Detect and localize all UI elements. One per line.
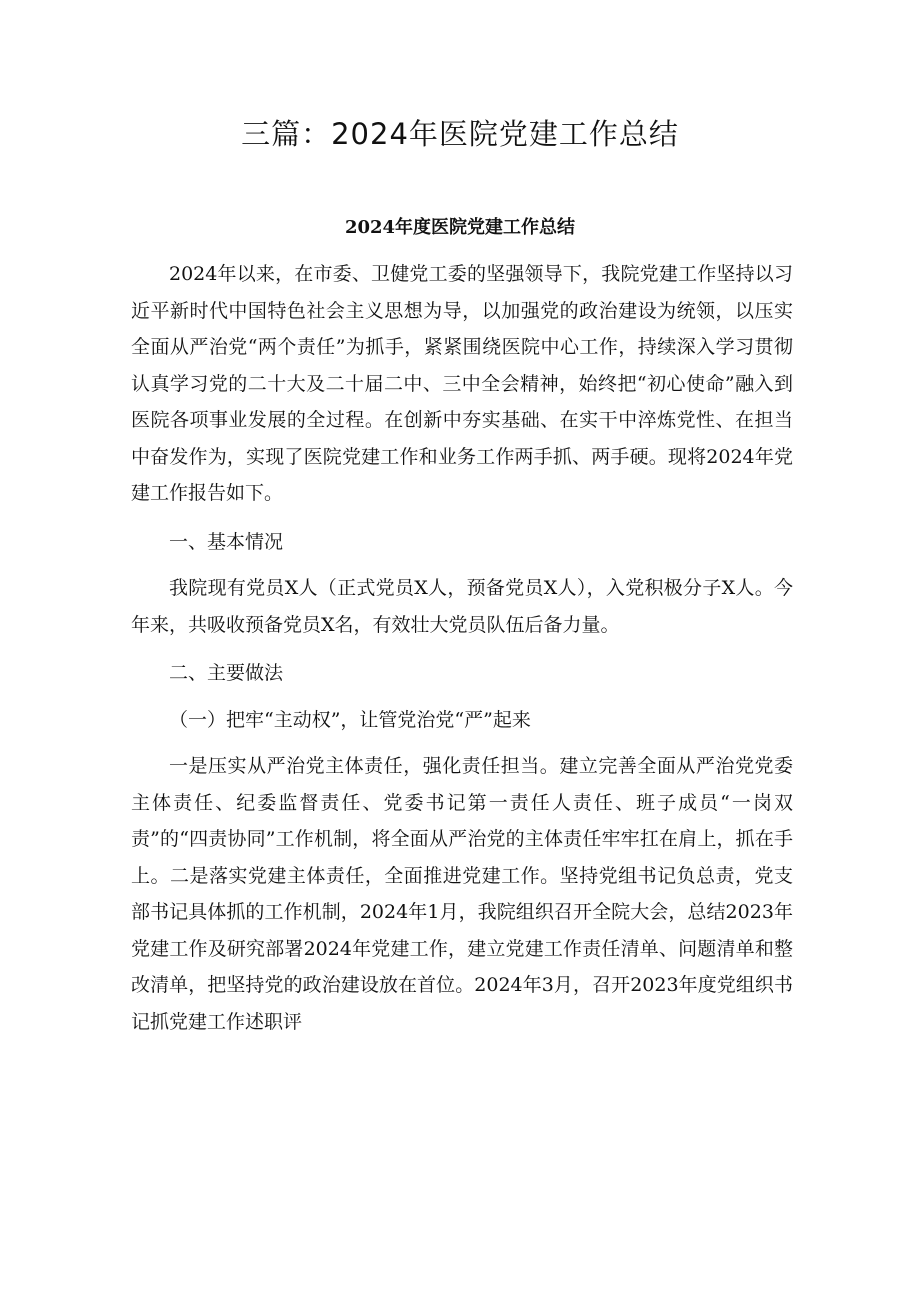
document-body — [131, 256, 793, 1052]
practice-paragraph: 一是压实从严治党主体责任，强化责任担当。建立完善全面从严治党党委主体责任、纪委监督责任、党委书记第一责任人责任、班子成员“一岗双责”的“四责协同”工作机制，将全面从严治党的主体责任牢牢扛在肩上，抓在手上。二是落实党建主体责任，全面推进党建工作。坚持党组书记负总责，党支部书记具体抓的工作机制，2024年1月，我院组织召开全院大会，总结2023年党建工作及研究部署2024年党建工作，建立党建工作责任清单、问题清单和整改清单，把坚持党的政治建设放在首位。2024年3月，召开2023年度党组织书记抓党建工作述职评 — [131, 755, 793, 1033]
section-heading-basic-info: 一、基本情况 — [169, 530, 284, 553]
intro-paragraph: 2024年以来，在市委、卫健党工委的坚强领导下，我院党建工作坚持以习近平新时代中国特色社会主义思想为导，以加强党的政治建设为统领，以压实全面从严治党“两个责任”为抓手，紧紧围绕医院中心工作，持续深入学习贯彻认真学习党的二十大及二十届二中、三中全会精神，始终把“初心使命”融入到医院各项事业发展的全过程。在创新中夯实基础、在实干中淬炼党性、在担当中奋发作为，实现了医院党建工作和业务工作两手抓、两手硬。现将2024年党建工作报告如下。 — [131, 263, 793, 504]
section-heading-main-practices: 二、主要做法 — [169, 662, 284, 684]
document-subtitle: 2024年度医院党建工作总结 — [344, 217, 576, 238]
subsection-heading-1: （一）把牢“主动权”，让管党治党“严”起来 — [169, 708, 531, 731]
document-title: 三篇：2024年医院党建工作总结 — [241, 117, 679, 151]
basic-info-paragraph: 我院现有党员X人（正式党员X人，预备党员X人），入党积极分子X人。今年来，共吸收预备党员X名，有效壮大党员队伍后备力量。 — [131, 577, 793, 636]
